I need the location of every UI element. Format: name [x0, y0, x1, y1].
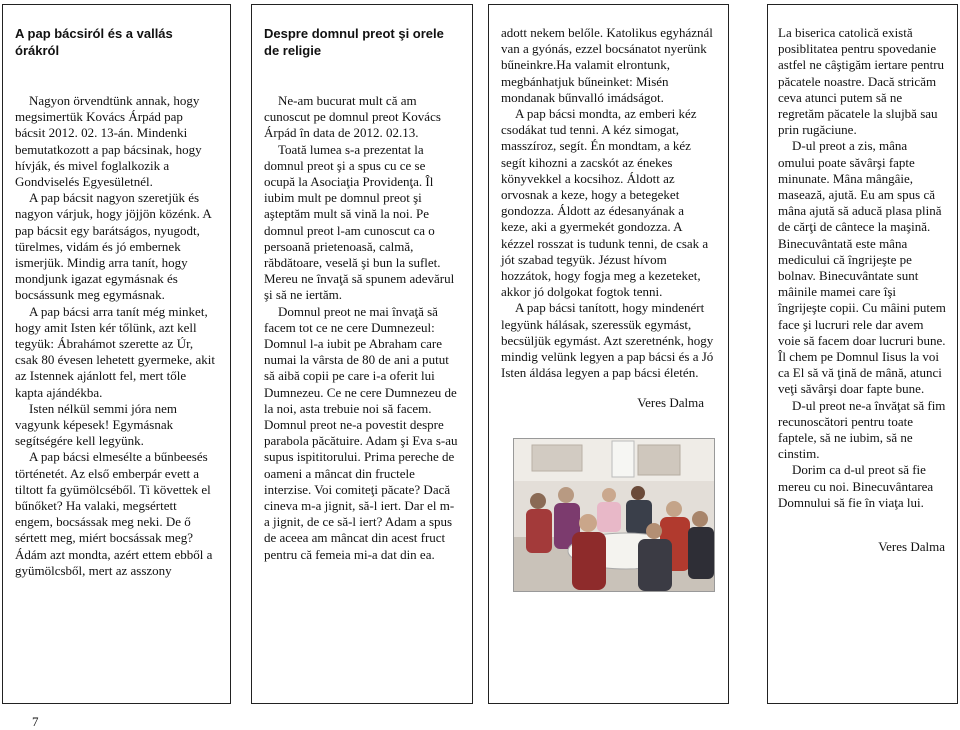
- page-number: 7: [32, 714, 39, 729]
- paragraph: La biserica catolică există posiblitatea pentru spovedanie astfel ne câştigăm iertare pentru păcatele noastre. Dacă stricăm ceva atunci putem să ne regretăm păcatele la slujbă sau prin rugăciune.: [778, 25, 945, 138]
- author-signature: Veres Dalma: [637, 395, 704, 411]
- paragraph: Dorim ca d-ul preot să fie mereu cu noi. Binecuvântarea Domnului să fie în viaţa lui.: [778, 462, 934, 510]
- paragraph: adott nekem belőle. Katolikus egyháznál van a gyónás, ezzel bocsánatot nyerünk bűneinkre.Ha valamit elrontunk, megbánhatjuk bűneinket: Misén mondanak bűnvalló imádságot.: [501, 25, 713, 105]
- paragraph: D-ul preot a zis, mâna omului poate săvârşi fapte minunate. Mâna mângâie, masează, ajută. Eu am spus că mâna ajută să aducă plasa plină de cărţi de cântece la maşină. Binecuvântată este mâna medicului că îngrijeşte pe bolnav. Binecuvântate sunt mâinile mamei care îşi îngrijeşte copii. Cu mâini putem face şi lucruri rele dar avem voie să facem doar lucruri bune. Îl chem pe Domnul Iisus la voi ca El să vă ţină de mână, atunci veţi săvârşi doar fapte bune.: [778, 138, 946, 397]
- article-title-hungarian: A pap bácsiról és a vallás órákról: [15, 26, 173, 58]
- paragraph: A pap bácsi tanított, hogy mindenért legyünk hálásak, szeressük egymást, becsüljük egymást. Azt szeretnénk, hogy mindig velünk legyen a pap bácsi és a Jó Isten áldása legyen a pap bácsi életén.: [501, 300, 714, 381]
- paragraph: A pap bácsit nagyon szeretjük és nagyon várjuk, hogy jöjjön közénk. A pap bácsit egy barátságos, nyugodt, türelmes, vidám és jó embernek ismerjük. Mindig arra tanít, hogy mondjunk igazat egymásnak és bocsássunk meg egymásnak.: [15, 190, 212, 303]
- paragraph: A pap bácsi elmesélte a bűnbeesés történetét. Az első emberpár evett a tiltott fa gyümölcséből. Ti követtek el bűnőket? Ha valaki, megsértett engem, bocsássak meg neki. De ő sértett meg, miért bocsássak meg? Ádám azt mondta, azért ettem ebből a gyümölcsből, mert az asszony: [15, 449, 213, 578]
- paragraph: Ne-am bucurat mult că am cunoscut pe domnul preot Kovács Árpád în data de 2012. 02.13.: [264, 93, 441, 141]
- paragraph: Isten nélkül semmi jóra nem vagyunk képesek! Egymásnak segítségére kell legyünk.: [15, 400, 178, 449]
- paragraph: Domnul preot ne mai învaţă să facem tot ce ne cere Dumnezeul: Domnul l-a iubit pe Abraham care numai la vârsta de 80 de ani a putut să aibă copii pe care i-a oferit lui Dumnezeu. Ce ne cere Dumnezeu de la noi, asta trebuie noi să facem. Domnul preot ne-a povestit despre parabola păcătuire. Adam şi Eva s-au supus ispititorului. Prima pereche de oameni a mâncat din fructele interzise. Voi comiteţi păcate? Dacă cineva m-a jignit, să-l iert. Dar el m-a jignit, de ce să-l iert? Adam a spus de aceea am mâncat din acest fruct pentru că femeia mi-a dat din ea.: [264, 303, 458, 562]
- paragraph: A pap bácsi arra tanít még minket, hogy amit Isten kér tőlünk, azt kell tegyük: Ábrahámot szerette az Úr, csak 80 évesen lehetett gyermeke, akit az Istennek ajánlott fel, mert tőle kapta ajándékba.: [15, 303, 215, 400]
- column-hungarian-part2: [488, 4, 729, 704]
- author-signature: Veres Dalma: [878, 539, 945, 555]
- paragraph: A pap bácsi mondta, az emberi kéz csodákat tud tenni. A kéz simogat, masszíroz, segít. Én mondtam, a kéz segít kihozni a zacskót az énekes könyvekkel a kocsihoz. Áldott az orvosnak a keze, hogy a betegeket gondozza. Áldott az édesanyának a keze, aki a gyermekét gondozza. A kézzel rosszat is tudunk tenni, de csak a jót szabad tegyük. Jézust hívom hozzátok, hogy fogja meg a kezeteket, akkor jó dolgokat fogtok tenni.: [501, 106, 709, 300]
- column-hungarian-part1: [2, 4, 231, 704]
- group-photo-image: [514, 439, 714, 591]
- group-photo: [513, 438, 715, 592]
- paragraph: D-ul preot ne-a învăţat să fim recunoscători pentru toate faptele, să ne iubim, să ne cinstim.: [778, 397, 946, 462]
- paragraph: Toată lumea s-a prezentat la domnul preot şi a spus cu ce se ocupă la Asociaţia Providenţa. Îl iubim mult pe domnul preot şi aşteptăm mult să vină la noi. Pe domnul preot l-am cunoscut ca o persoană prietenoasă, calmă, răbdătoare, veselă şi bun la suflet. Mereu ne învaţă să spunem adevărul şi să ne iertăm.: [264, 141, 455, 303]
- paragraph: Nagyon örvendtünk annak, hogy megsimertük Kovács Árpád pap bácsit 2012. 02. 13-án. Mindenki bemutatkozott a pap bácsinak, hogy hívják, és mivel foglalkozik a Gondviselés Egyesületnél.: [15, 93, 202, 190]
- article-title-romanian: Despre domnul preot şi orele de religie: [264, 26, 444, 58]
- column-romanian-part1: [251, 4, 473, 704]
- column-romanian-part2: [767, 4, 958, 704]
